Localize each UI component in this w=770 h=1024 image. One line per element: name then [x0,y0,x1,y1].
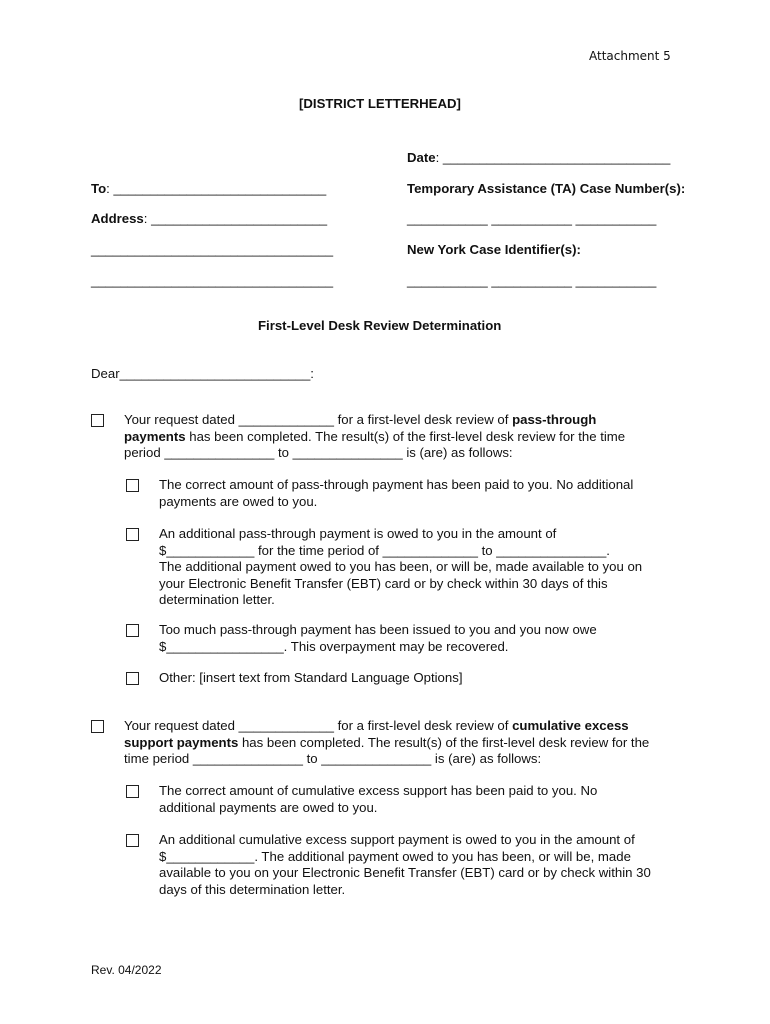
ny-case-blanks: ___________ ___________ ___________ [407,273,657,288]
page-title: First-Level Desk Review Determination [258,318,502,333]
option-line: $____________ for the time period of _____________ to _______________. [159,542,610,558]
section1-text: Your request dated _____________ for a first-level desk review of [124,412,513,427]
option-line: The correct amount of cumulative excess support has been paid to you. No [159,783,598,798]
section1-line2-bold: payments [124,428,186,444]
option-line: determination letter. [159,592,275,608]
option-cumulative-additional-checkbox[interactable] [126,834,139,847]
address-field [91,211,327,227]
to-field [91,181,326,197]
option-line: available to you on your Electronic Benefit Transfer (EBT) card or by check within 30 [159,865,651,881]
option-line: $____________. The additional payment owed to you has been, or will be, made [159,848,631,864]
section2-line3: time period _______________ to _______________ is (are) as follows: [124,751,542,767]
salutation: Dear__________________________: [91,366,314,381]
cumulative-excess-request [124,718,684,768]
option-cumulative-correct-checkbox[interactable] [126,785,139,798]
address-line-3: _________________________________ [91,273,334,288]
option-correct-amount-checkbox[interactable] [126,479,139,492]
option-line: days of this determination letter. [159,881,346,897]
option-line: your Electronic Benefit Transfer (EBT) card or by check within 30 days of this [159,575,608,591]
section2-bold: cumulative excess [512,718,629,733]
option-cumulative-additional [159,832,651,898]
ta-case-label: Temporary Assistance (TA) Case Number(s): [407,181,686,196]
option-other [159,670,462,687]
option-line: An additional pass-through payment is owed to you in the amount of [159,526,557,541]
option-overpayment-checkbox[interactable] [126,624,139,637]
option-correct-amount [159,477,633,510]
pass-through-request [124,412,684,462]
to-blank: : _____________________________ [106,181,327,196]
option-line: additional payments are owed to you. [159,799,378,815]
to-label: To [91,181,107,196]
ta-case-blanks: ___________ ___________ ___________ [407,211,657,226]
date-blank: : _______________________________ [435,150,671,165]
option-other-checkbox[interactable] [126,672,139,685]
address-label: Address [91,211,144,226]
attachment-label: Attachment 5 [589,49,671,63]
address-blank: : ________________________ [143,211,328,226]
ny-case-label: New York Case Identifier(s): [407,242,581,257]
date-field [407,150,670,166]
option-line: An additional cumulative excess support payment is owed to you in the amount of [159,832,635,847]
option-line: payments are owed to you. [159,493,318,509]
pass-through-checkbox[interactable] [91,414,104,427]
section2-line2-bold: support payments [124,734,239,750]
option-overpayment [159,622,597,655]
address-line-2: _________________________________ [91,242,334,257]
option-line: Too much pass-through payment has been issued to you and you now owe [159,622,597,637]
date-label: Date [407,150,436,165]
section1-line2: has been completed. The result(s) of the first-level desk review for the time [185,428,626,444]
cumulative-excess-checkbox[interactable] [91,720,104,733]
revision-date: Rev. 04/2022 [91,963,162,977]
option-additional-payment [159,526,642,609]
section2-text: Your request dated _____________ for a first-level desk review of [124,718,513,733]
option-line: $________________. This overpayment may be recovered. [159,638,509,654]
option-line: The correct amount of pass-through payment has been paid to you. No additional [159,477,634,492]
option-cumulative-correct [159,783,597,816]
option-line: Other: [insert text from Standard Language Options] [159,670,463,685]
section1-bold: pass-through [512,412,597,427]
section2-line2: has been completed. The result(s) of the first-level desk review for the [238,734,650,750]
section1-line3: period _______________ to _______________ is (are) as follows: [124,445,513,461]
option-additional-payment-checkbox[interactable] [126,528,139,541]
option-line: The additional payment owed to you has been, or will be, made available to you on [159,559,643,575]
letterhead-placeholder: [DISTRICT LETTERHEAD] [299,96,461,111]
